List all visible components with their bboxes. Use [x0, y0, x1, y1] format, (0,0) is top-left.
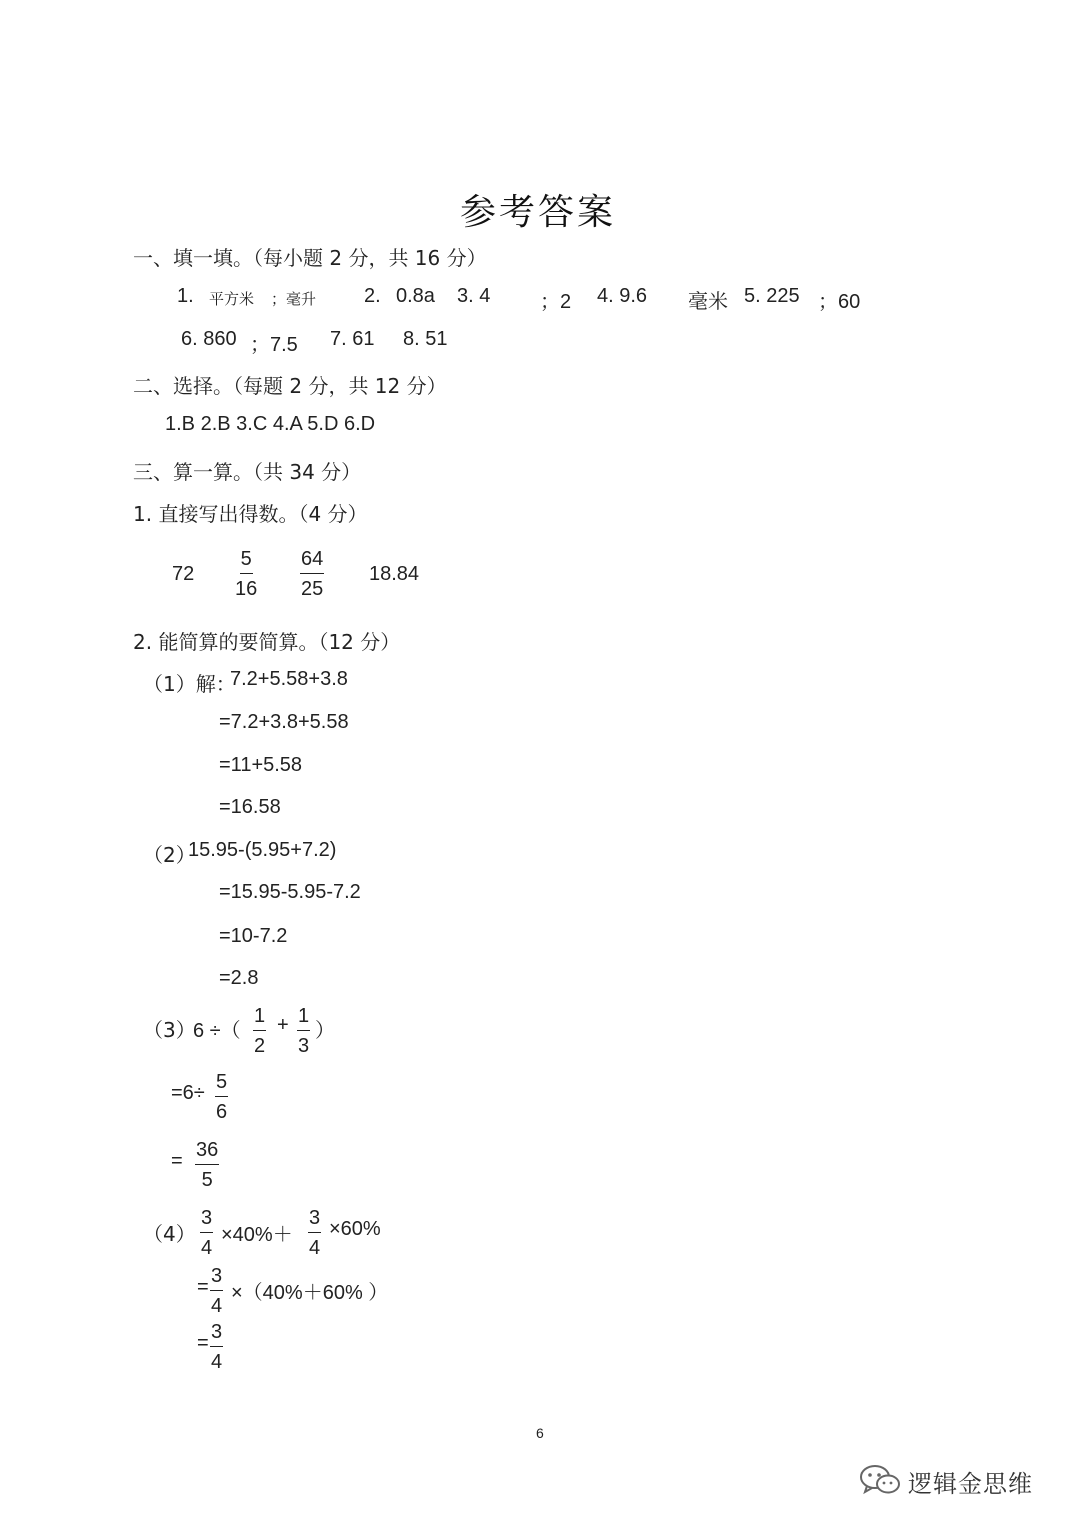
p4-fraction [210, 1264, 223, 1318]
p4-fraction [200, 1206, 213, 1260]
denominator: 25 [301, 578, 324, 600]
p2-step: =15.95-5.95-7.2 [219, 881, 361, 903]
q1-fraction [300, 547, 324, 601]
p4-step: ×（40%＋60% ） [231, 1282, 389, 1304]
s1-answer: 8. 51 [403, 328, 448, 350]
p2-label: （2） [143, 843, 196, 867]
p1-label: （1）解： [143, 672, 236, 696]
s1-answer: 3. 4 [457, 285, 491, 307]
denominator: 4 [211, 1295, 223, 1317]
p2-step: =10-7.2 [219, 925, 288, 947]
section-3-heading: 三、算一算。（共 34 分） [133, 460, 362, 484]
s1-answer: 平方米 [209, 290, 255, 308]
numerator: 3 [210, 1264, 223, 1291]
denominator: 4 [201, 1237, 213, 1259]
denominator: 5 [201, 1169, 213, 1191]
denominator: 6 [216, 1101, 228, 1123]
denominator: 3 [298, 1035, 310, 1057]
numerator: 3 [200, 1206, 213, 1233]
numerator: 36 [195, 1138, 219, 1165]
p4-label: （4） [143, 1222, 196, 1246]
p3-fraction [215, 1070, 228, 1124]
p4-fraction [308, 1206, 321, 1260]
s1-answer: 2. [364, 285, 381, 307]
s2-answers: 1.B 2.B 3.C 4.A 5.D 6.D [165, 413, 376, 435]
p1-step: =16.58 [219, 796, 281, 818]
numerator: 3 [308, 1206, 321, 1233]
s1-answer: ；7.5 [250, 334, 298, 356]
p3-fraction [297, 1004, 310, 1058]
p4-expr: ×40%＋ [221, 1224, 293, 1246]
s1-answer: 1. [177, 285, 194, 307]
p3-close: ） [315, 1020, 335, 1042]
p3-fraction [253, 1004, 266, 1058]
p3-label: （3） [143, 1018, 196, 1042]
page-number: 6 [536, 1425, 544, 1441]
denominator: 4 [309, 1237, 321, 1259]
q2-heading: 2. 能简算的要简算。（12 分） [133, 630, 401, 654]
p4-expr: ×60% [329, 1218, 381, 1240]
p3-expr: 6 ÷（ [193, 1020, 241, 1042]
section-1-heading: 一、填一填。（每小题 2 分，共 16 分） [133, 246, 487, 270]
numerator: 64 [300, 547, 324, 574]
p2-step: 15.95-(5.95+7.2) [188, 839, 337, 861]
numerator: 1 [253, 1004, 266, 1031]
s1-answer: 0.8a [396, 285, 435, 307]
s1-answer: 毫米 [688, 289, 728, 313]
denominator: 2 [254, 1035, 266, 1057]
brand-watermark: 逻辑金思维 [908, 1470, 1033, 1498]
wechat-icon [858, 1462, 904, 1498]
s1-answer: 6. 860 [181, 328, 237, 350]
p3-fraction [195, 1138, 219, 1192]
s1-answer: ；2 [540, 291, 572, 313]
numerator: 1 [297, 1004, 310, 1031]
denominator: 4 [211, 1351, 223, 1373]
section-2-heading: 二、选择。（每题 2 分，共 12 分） [133, 374, 447, 398]
q1-heading: 1. 直接写出得数。（4 分） [133, 502, 368, 526]
denominator: 16 [235, 578, 258, 600]
s1-answer: ；毫升 [271, 290, 317, 308]
s1-answer: 5. 225 [744, 285, 800, 307]
q1-answer: 18.84 [369, 563, 420, 585]
p2-step: =2.8 [219, 967, 259, 989]
q1-answer: 72 [172, 563, 195, 585]
p3-plus: + [277, 1014, 289, 1036]
p4-step: = [197, 1276, 209, 1298]
numerator: 5 [240, 547, 253, 574]
p4-step: = [197, 1332, 209, 1354]
p4-fraction [210, 1320, 223, 1374]
numerator: 3 [210, 1320, 223, 1347]
s1-answer: 7. 61 [330, 328, 375, 350]
q1-fraction [235, 547, 257, 601]
s1-answer: 4. 9.6 [597, 285, 648, 307]
numerator: 5 [215, 1070, 228, 1097]
p3-step: =6÷ [171, 1082, 205, 1104]
s1-answer: ；60 [818, 291, 861, 313]
p3-step: = [171, 1150, 183, 1172]
page-title: 参考答案 [460, 192, 617, 233]
p1-step: =7.2+3.8+5.58 [219, 711, 349, 733]
p1-step: =11+5.58 [219, 754, 303, 776]
p1-step: 7.2+5.58+3.8 [230, 668, 348, 690]
